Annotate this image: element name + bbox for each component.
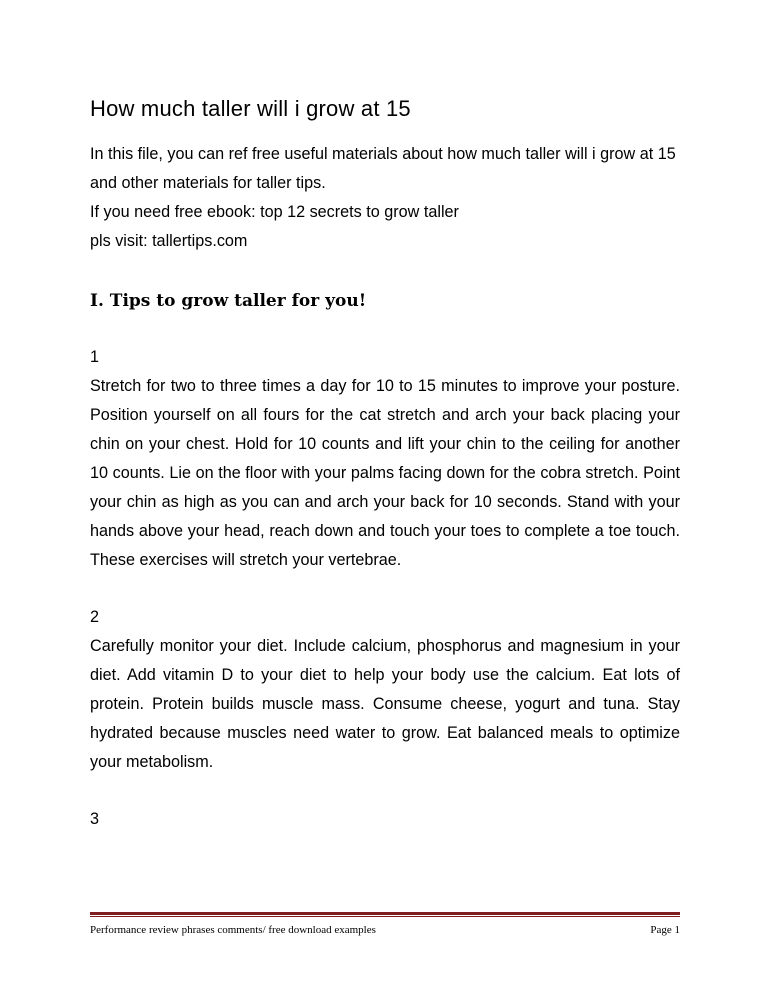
ebook-line: If you need free ebook: top 12 secrets to grow taller [90, 203, 459, 221]
tip-number: 2 [90, 608, 100, 626]
footer-row [90, 923, 680, 937]
tip-item-1 [90, 343, 680, 575]
document-title: How much taller will i grow at 15 [90, 96, 411, 121]
page-content [90, 92, 680, 834]
intro-paragraph: In this file, you can ref free useful materials about how much taller will i grow at 15 and other materials for taller tips. [90, 145, 676, 192]
footer-rule [90, 912, 680, 915]
tip-item-2 [90, 603, 680, 777]
tip-number: 3 [90, 810, 100, 828]
tip-number: 1 [90, 348, 100, 366]
footer-rule-thin [90, 916, 680, 917]
tip-text: Stretch for two to three times a day for 10 to 15 minutes to improve your posture. Position yourself on all fours for the cat stretch and arch your back placing your chin on your chest. Hold for 10 counts and lift your chin to the ceiling for another 10 counts. Lie on the floor with your palms facing down for the cobra stretch. Point your chin as high as you can and arch your back for 10 seconds. Stand with your hands above your head, reach down and touch your toes to complete a toe touch. These exercises will stretch your vertebrae. [90, 377, 680, 569]
page-footer [90, 912, 680, 937]
footer-caption: Performance review phrases comments/ free download examples [90, 924, 376, 936]
section-heading: I. Tips to grow taller for you! [90, 291, 367, 311]
intro-block [90, 140, 680, 256]
tip-item-3 [90, 805, 680, 834]
tip-text: Carefully monitor your diet. Include calcium, phosphorus and magnesium in your diet. Add vitamin D to your diet to help your body use the calcium. Eat lots of protein. Protein builds muscle mass. Consume cheese, yogurt and tuna. Stay hydrated because muscles need water to grow. Eat balanced meals to optimize your metabolism. [90, 637, 680, 771]
page-number: Page 1 [650, 924, 680, 936]
visit-line: pls visit: tallertips.com [90, 232, 248, 250]
